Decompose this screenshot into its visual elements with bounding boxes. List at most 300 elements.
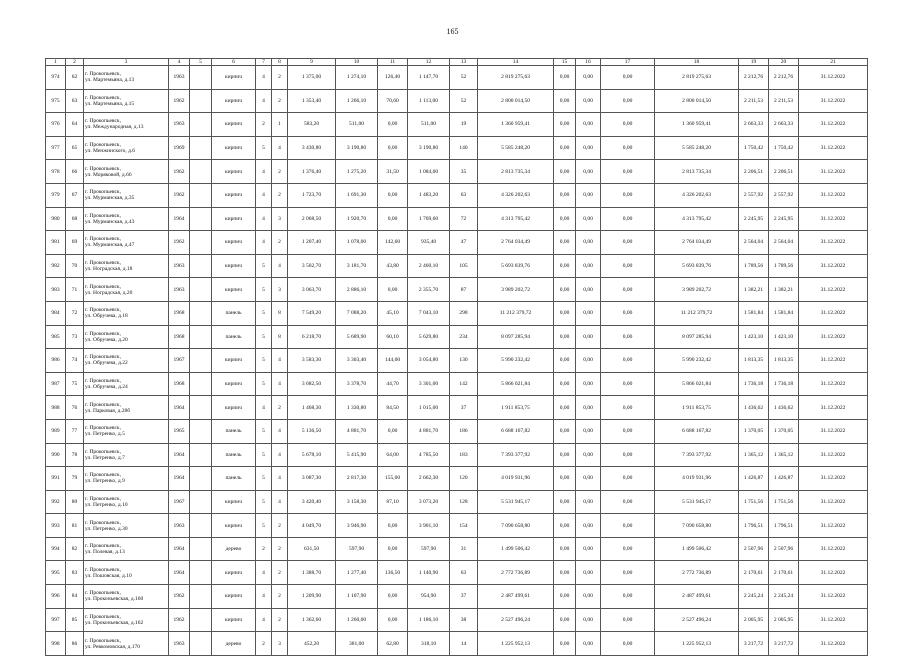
data-cell: 31.12.2022	[799, 254, 868, 278]
data-cell: 8	[272, 325, 288, 349]
data-cell: 5 585 248,20	[478, 136, 554, 160]
data-cell: 0,00	[601, 514, 655, 538]
column-number-header: 19	[739, 59, 769, 66]
address-city: г. Прокопьевск,	[85, 283, 121, 290]
data-cell: 0,00	[554, 467, 576, 491]
data-cell: дерево	[212, 537, 256, 561]
data-cell: 2 772 736,89	[478, 561, 554, 585]
data-cell: 1968	[169, 301, 190, 325]
data-cell: 0,00	[576, 608, 601, 632]
data-cell: 0,00	[554, 254, 576, 278]
data-cell: 45,10	[378, 301, 408, 325]
data-cell: 3 430,80	[288, 136, 336, 160]
data-cell: 2 206,51	[769, 160, 799, 184]
data-cell: 5	[256, 254, 272, 278]
data-cell: 0,00	[601, 66, 655, 90]
row-index-cell: 80	[66, 490, 84, 514]
data-cell: 2 355,70	[408, 278, 450, 302]
address-city: г. Прокопьевск,	[85, 307, 121, 314]
data-cell: 3 217,72	[739, 632, 769, 656]
address-street: ул. Мурманская, д.43	[85, 218, 135, 225]
data-cell: 0,00	[554, 66, 576, 90]
data-cell: 5 693 839,76	[655, 254, 739, 278]
data-cell: 4 019 931,96	[655, 467, 739, 491]
address-cell	[84, 585, 169, 609]
data-cell	[190, 113, 212, 137]
table-row	[46, 372, 868, 396]
data-cell	[190, 66, 212, 90]
data-cell: 1 376,40	[288, 160, 336, 184]
data-cell: дерево	[212, 632, 256, 656]
data-cell: 0,00	[601, 325, 655, 349]
data-cell: 5 678,10	[288, 443, 336, 467]
data-cell: 31.12.2022	[799, 160, 868, 184]
data-cell: 4	[256, 207, 272, 231]
address-cell	[84, 136, 169, 160]
data-cell: 31.12.2022	[799, 608, 868, 632]
data-cell: 2 170,61	[739, 561, 769, 585]
data-cell: 2 819 275,63	[655, 66, 739, 90]
data-cell: 1 789,56	[739, 254, 769, 278]
address-street: ул. Мартемьяна, д.13	[85, 77, 135, 84]
data-cell: 5	[256, 349, 272, 373]
data-cell: 11 212 379,72	[655, 301, 739, 325]
data-cell: 2 764 034,49	[478, 231, 554, 255]
data-cell: 0,00	[554, 419, 576, 443]
data-cell: 5	[256, 136, 272, 160]
data-cell: 2	[256, 632, 272, 656]
data-cell: 2	[272, 396, 288, 420]
data-cell: 63	[450, 561, 478, 585]
data-cell: 1962	[169, 231, 190, 255]
data-cell: 3 303,40	[336, 349, 378, 373]
row-number-cell: 976	[46, 113, 66, 137]
data-cell: 1 015,00	[408, 396, 450, 420]
data-cell: 0,00	[576, 419, 601, 443]
column-number-header: 9	[288, 59, 336, 66]
table-row	[46, 467, 868, 491]
data-cell: 1 423,10	[769, 325, 799, 349]
data-cell: 136,50	[378, 561, 408, 585]
data-cell: кирпич	[212, 608, 256, 632]
address-city: г. Прокопьевск,	[85, 378, 121, 385]
data-cell	[190, 443, 212, 467]
address-street: ул. Ревкомовская, д.170	[85, 643, 141, 650]
data-cell: 31.12.2022	[799, 325, 868, 349]
data-cell: 3 682,50	[288, 372, 336, 396]
data-cell: 2	[272, 585, 288, 609]
data-cell: 31.12.2022	[799, 349, 868, 373]
data-cell: 1963	[169, 113, 190, 137]
data-cell: 5 585 248,20	[655, 136, 739, 160]
data-cell: 31.12.2022	[799, 419, 868, 443]
address-cell	[84, 608, 169, 632]
data-cell: 2 005,95	[739, 608, 769, 632]
page-number: 165	[446, 27, 459, 36]
address-cell	[84, 514, 169, 538]
table-row	[46, 325, 868, 349]
data-cell: 0,00	[554, 231, 576, 255]
column-number-header: 13	[450, 59, 478, 66]
data-cell: 6 218,70	[288, 325, 336, 349]
address-cell	[84, 561, 169, 585]
data-cell: 7 088,20	[336, 301, 378, 325]
data-cell: 5 990 232,42	[655, 349, 739, 373]
address-street: ул. Петренко, д.30	[85, 525, 128, 532]
data-cell: 1 911 853,75	[478, 396, 554, 420]
table-row	[46, 231, 868, 255]
data-cell: 3 181,70	[336, 254, 378, 278]
address-city: г. Прокопьевск,	[85, 519, 121, 526]
data-cell: 2	[272, 231, 288, 255]
address-city: г. Прокопьевск,	[85, 94, 121, 101]
address-cell	[84, 89, 169, 113]
data-cell: 84,50	[378, 396, 408, 420]
row-index-cell: 72	[66, 301, 84, 325]
data-cell: 1 107,90	[336, 585, 378, 609]
data-cell: 31,50	[378, 160, 408, 184]
data-cell: 3	[272, 278, 288, 302]
data-cell: 5 629,80	[408, 325, 450, 349]
data-cell: 1 499 506,42	[655, 537, 739, 561]
data-cell: 43,80	[378, 254, 408, 278]
data-cell: 4	[272, 254, 288, 278]
data-cell: 0,00	[576, 467, 601, 491]
row-number-cell: 982	[46, 254, 66, 278]
data-cell: 2 507,96	[769, 537, 799, 561]
data-cell: 2	[272, 66, 288, 90]
data-cell: 0,00	[576, 301, 601, 325]
table-row	[46, 301, 868, 325]
data-cell: 1 382,21	[769, 278, 799, 302]
row-index-cell: 84	[66, 585, 84, 609]
data-cell: 1963	[169, 66, 190, 90]
data-cell: 0,00	[554, 349, 576, 373]
data-cell: 0,00	[576, 89, 601, 113]
data-cell: 1 499 506,42	[478, 537, 554, 561]
row-number-cell: 985	[46, 325, 66, 349]
data-cell: 1 796,51	[739, 514, 769, 538]
data-cell: 2 460,10	[408, 254, 450, 278]
data-cell: 0,00	[576, 66, 601, 90]
data-cell: 0,00	[554, 632, 576, 656]
address-cell	[84, 490, 169, 514]
data-cell: 0,00	[601, 490, 655, 514]
data-cell: 31.12.2022	[799, 585, 868, 609]
data-cell: 2 487 499,61	[655, 585, 739, 609]
data-cell	[190, 160, 212, 184]
column-number-header: 21	[799, 59, 868, 66]
data-cell: 4	[256, 160, 272, 184]
address-city: г. Прокопьевск,	[85, 590, 121, 597]
data-cell: 2 557,92	[769, 183, 799, 207]
row-number-cell: 981	[46, 231, 66, 255]
column-number-header: 5	[190, 59, 212, 66]
data-cell: 1 436,62	[769, 396, 799, 420]
row-index-cell: 78	[66, 443, 84, 467]
data-cell: 1 078,00	[336, 231, 378, 255]
data-cell: 1 468,30	[288, 396, 336, 420]
column-number-header: 10	[336, 59, 378, 66]
data-cell: 4 313 795,42	[478, 207, 554, 231]
data-cell: 2 564,04	[739, 231, 769, 255]
column-number-header: 3	[84, 59, 169, 66]
data-cell: 1 084,00	[408, 160, 450, 184]
column-number-header: 20	[769, 59, 799, 66]
data-cell: 1 751,56	[739, 490, 769, 514]
data-cell: 2 817,30	[336, 467, 378, 491]
data-cell: 6 688 167,82	[478, 419, 554, 443]
address-city: г. Прокопьевск,	[85, 142, 121, 149]
data-cell: 1962	[169, 183, 190, 207]
data-cell: 1 365,12	[769, 443, 799, 467]
data-cell: 1962	[169, 160, 190, 184]
data-cell: 3 583,30	[288, 349, 336, 373]
data-cell: 70,60	[378, 89, 408, 113]
data-cell: кирпич	[212, 183, 256, 207]
data-cell: 0,00	[378, 537, 408, 561]
table-row	[46, 490, 868, 514]
data-cell: 1 751,56	[769, 490, 799, 514]
data-cell: 0,00	[601, 561, 655, 585]
data-cell: 4	[256, 89, 272, 113]
row-index-cell: 82	[66, 537, 84, 561]
data-cell: 5 990 232,42	[478, 349, 554, 373]
row-number-cell: 991	[46, 467, 66, 491]
data-cell: 1 736,18	[739, 372, 769, 396]
row-number-cell: 984	[46, 301, 66, 325]
data-cell: 1 370,05	[739, 419, 769, 443]
data-cell	[190, 301, 212, 325]
data-cell: 0,00	[576, 207, 601, 231]
address-street: ул. Ноградская, д.18	[85, 266, 133, 273]
data-cell: 234	[450, 325, 478, 349]
data-cell: 2 886,10	[336, 278, 378, 302]
data-cell	[190, 254, 212, 278]
data-cell: 0,00	[554, 301, 576, 325]
data-cell: 5	[256, 372, 272, 396]
data-cell: 2 819 275,63	[478, 66, 554, 90]
data-cell: 5 866 021,84	[655, 372, 739, 396]
address-street: ул. Пошовская, д.10	[85, 572, 132, 579]
data-cell: 64,00	[378, 443, 408, 467]
data-cell: 1 362,60	[288, 608, 336, 632]
data-cell: 2 068,50	[288, 207, 336, 231]
data-cell: кирпич	[212, 207, 256, 231]
data-cell: 4	[256, 231, 272, 255]
data-cell: 0,00	[554, 396, 576, 420]
data-cell: 3 901,10	[408, 514, 450, 538]
data-cell: 1962	[169, 608, 190, 632]
address-street: ул. Полевая, д.13	[85, 549, 125, 556]
data-cell: 31.12.2022	[799, 183, 868, 207]
data-cell: 0,00	[554, 325, 576, 349]
data-cell: 1 750,42	[769, 136, 799, 160]
table-row	[46, 113, 868, 137]
data-cell: 0,00	[576, 396, 601, 420]
address-city: г. Прокопьевск,	[85, 472, 121, 479]
data-cell: 31.12.2022	[799, 490, 868, 514]
data-cell: 1 423,10	[739, 325, 769, 349]
address-street: ул. Обручева, д.20	[85, 336, 128, 343]
row-index-cell: 79	[66, 467, 84, 491]
data-cell: 0,00	[601, 467, 655, 491]
data-cell: 0,00	[601, 632, 655, 656]
data-cell: 1 436,62	[739, 396, 769, 420]
data-cell: 4 019 931,96	[478, 467, 554, 491]
data-cell	[190, 608, 212, 632]
data-cell: 44,70	[378, 372, 408, 396]
data-cell: 2 170,61	[769, 561, 799, 585]
address-city: г. Прокопьевск,	[85, 330, 121, 337]
data-cell: 0,00	[576, 349, 601, 373]
data-cell: 47	[450, 231, 478, 255]
data-cell: 186	[450, 419, 478, 443]
data-cell: 0,00	[576, 372, 601, 396]
data-cell	[190, 537, 212, 561]
data-cell: 4	[272, 467, 288, 491]
data-cell: 7 393 377,92	[655, 443, 739, 467]
address-cell	[84, 419, 169, 443]
address-city: г. Прокопьевск,	[85, 260, 121, 267]
address-street: ул. Обручева, д.24	[85, 384, 128, 391]
data-cell: 2 557,92	[739, 183, 769, 207]
table-row	[46, 207, 868, 231]
data-cell: 7 043,10	[408, 301, 450, 325]
data-cell: 2	[272, 608, 288, 632]
data-cell: 4	[256, 608, 272, 632]
data-cell: 31.12.2022	[799, 231, 868, 255]
data-cell: 31.12.2022	[799, 443, 868, 467]
data-cell: 1	[272, 113, 288, 137]
data-cell: 1 360 959,41	[655, 113, 739, 137]
row-index-cell: 69	[66, 231, 84, 255]
row-index-cell: 85	[66, 608, 84, 632]
data-cell: 1 140,90	[408, 561, 450, 585]
data-cell	[190, 561, 212, 585]
table-row	[46, 183, 868, 207]
address-cell	[84, 66, 169, 90]
data-cell: 4	[256, 396, 272, 420]
data-cell: 4 313 795,42	[655, 207, 739, 231]
data-cell: 4 326 202,63	[655, 183, 739, 207]
row-number-cell: 986	[46, 349, 66, 373]
address-street: ул. Обручева, д.18	[85, 313, 128, 320]
row-number-cell: 983	[46, 278, 66, 302]
address-cell	[84, 207, 169, 231]
table-row	[46, 136, 868, 160]
data-cell: 3 073,20	[408, 490, 450, 514]
data-cell: 87,10	[378, 490, 408, 514]
address-cell	[84, 254, 169, 278]
data-cell: 7 549,20	[288, 301, 336, 325]
address-cell	[84, 113, 169, 137]
data-cell: 5 136,50	[288, 419, 336, 443]
data-cell: кирпич	[212, 231, 256, 255]
table-row	[46, 419, 868, 443]
data-cell: 1 796,51	[769, 514, 799, 538]
data-cell: 105	[450, 254, 478, 278]
data-cell: 0,00	[576, 561, 601, 585]
address-city: г. Прокопьевск,	[85, 613, 121, 620]
data-cell: 4	[272, 443, 288, 467]
data-cell: 2 245,95	[739, 207, 769, 231]
address-cell	[84, 301, 169, 325]
data-cell: 31.12.2022	[799, 372, 868, 396]
data-cell: кирпич	[212, 136, 256, 160]
data-cell: 2 212,76	[769, 66, 799, 90]
data-cell: 0,00	[554, 585, 576, 609]
data-cell: 1963	[169, 632, 190, 656]
data-cell: 2	[256, 537, 272, 561]
data-cell: 1 209,90	[288, 585, 336, 609]
data-cell: 1 375,00	[288, 66, 336, 90]
data-cell: 31.12.2022	[799, 537, 868, 561]
data-cell: 2 245,24	[739, 585, 769, 609]
address-city: г. Прокопьевск,	[85, 543, 121, 550]
data-cell: 2	[272, 183, 288, 207]
data-cell: 0,00	[576, 537, 601, 561]
data-cell: 52	[450, 89, 478, 113]
data-cell: 1962	[169, 89, 190, 113]
row-number-cell: 987	[46, 372, 66, 396]
data-cell: кирпич	[212, 278, 256, 302]
data-cell: 597,90	[408, 537, 450, 561]
data-cell: 2	[272, 561, 288, 585]
data-cell: 3 190,80	[336, 136, 378, 160]
data-cell: 1964	[169, 537, 190, 561]
data-cell: 2	[272, 89, 288, 113]
data-cell	[190, 89, 212, 113]
data-cell: 183	[450, 443, 478, 467]
row-index-cell: 75	[66, 372, 84, 396]
data-cell: 31.12.2022	[799, 207, 868, 231]
data-cell: 0,00	[378, 585, 408, 609]
row-index-cell: 66	[66, 160, 84, 184]
column-number-header: 14	[478, 59, 554, 66]
row-number-cell: 994	[46, 537, 66, 561]
row-index-cell: 71	[66, 278, 84, 302]
table-row	[46, 537, 868, 561]
table-row	[46, 278, 868, 302]
address-street: ул. Петренко, д.9	[85, 478, 125, 485]
data-cell: 5	[256, 325, 272, 349]
data-cell: 0,00	[554, 443, 576, 467]
data-cell: 511,00	[336, 113, 378, 137]
row-number-cell: 992	[46, 490, 66, 514]
data-cell: 0,00	[554, 89, 576, 113]
row-number-cell: 988	[46, 396, 66, 420]
data-cell: 3 054,80	[408, 349, 450, 373]
data-cell: 5 693 839,76	[478, 254, 554, 278]
data-cell: 2 772 736,89	[655, 561, 739, 585]
row-number-cell: 997	[46, 608, 66, 632]
table-row	[46, 160, 868, 184]
data-cell: 0,00	[554, 183, 576, 207]
data-cell: 3	[272, 632, 288, 656]
data-cell	[190, 349, 212, 373]
data-cell: кирпич	[212, 490, 256, 514]
data-cell: 140	[450, 136, 478, 160]
data-cell: кирпич	[212, 113, 256, 137]
address-city: г. Прокопьевск,	[85, 118, 121, 125]
data-cell: 0,00	[554, 561, 576, 585]
data-cell: 128	[450, 490, 478, 514]
data-cell: 2 206,51	[739, 160, 769, 184]
data-cell: 3 217,72	[769, 632, 799, 656]
data-cell: 2 527 496,24	[655, 608, 739, 632]
data-cell: 1963	[169, 254, 190, 278]
